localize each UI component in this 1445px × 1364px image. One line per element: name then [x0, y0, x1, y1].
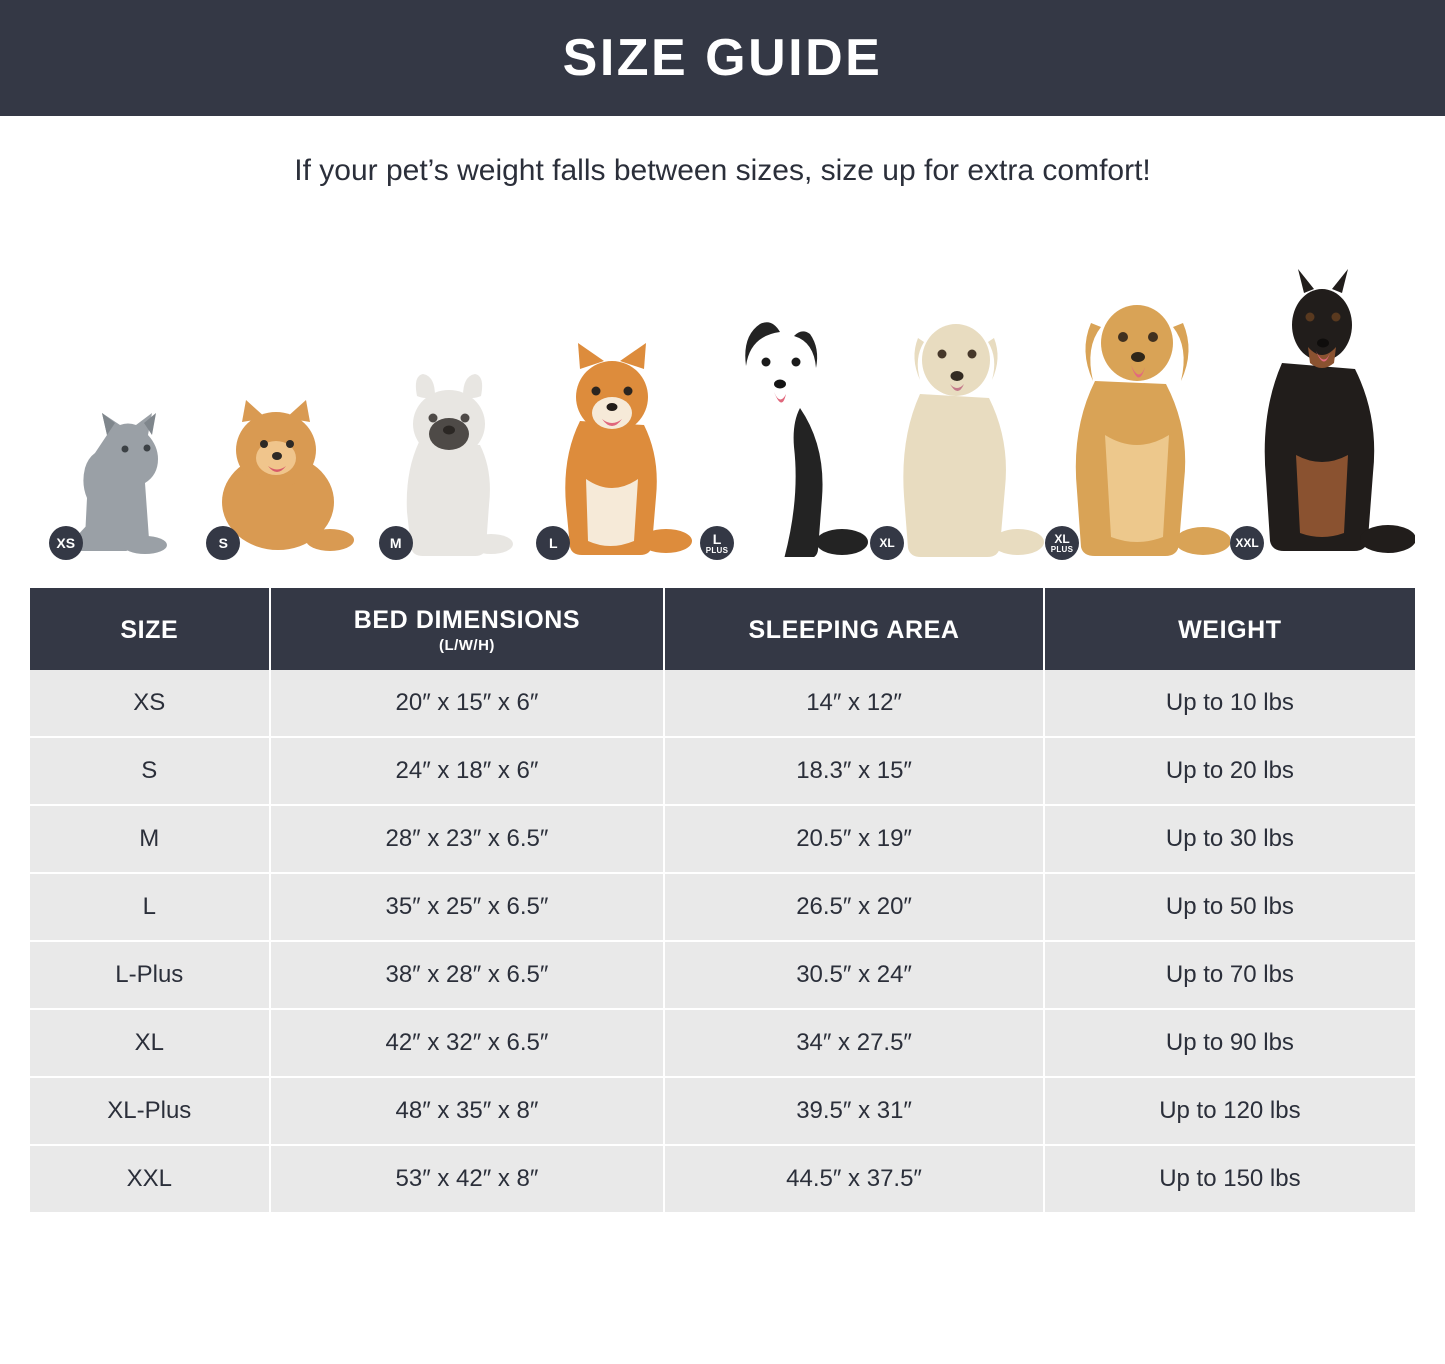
cell-sleeping-area: 14″ x 12″ — [664, 670, 1043, 737]
size-badge-label: L — [548, 535, 558, 551]
cell-size: L-Plus — [30, 941, 270, 1009]
size-badge-label: S — [218, 535, 228, 551]
size-badge-label: L — [712, 530, 722, 547]
pet-item-xxl — [1230, 267, 1415, 562]
cell-weight: Up to 70 lbs — [1044, 941, 1415, 1009]
table-row — [30, 1145, 1415, 1212]
table-header — [30, 588, 1415, 670]
shiba-inu-icon — [536, 339, 696, 557]
size-table-section — [30, 588, 1415, 1212]
table-header-row — [30, 588, 1415, 670]
column-header-size: SIZE — [30, 588, 270, 670]
cell-dimensions: 53″ x 42″ x 8″ — [270, 1145, 665, 1212]
cell-weight: Up to 30 lbs — [1044, 805, 1415, 873]
pet-item-xl — [870, 302, 1045, 562]
cell-weight: Up to 120 lbs — [1044, 1077, 1415, 1145]
pet-item-m — [365, 372, 533, 562]
cell-weight: Up to 90 lbs — [1044, 1009, 1415, 1077]
column-header-bed-dimensions — [270, 588, 665, 670]
golden-retriever-icon — [1045, 285, 1230, 557]
doberman-pinscher-icon — [1230, 267, 1415, 557]
pet-figure-xl-plus — [1045, 285, 1230, 562]
pet-figure-m — [379, 372, 519, 562]
size-badge-plus-label: PLUS — [1050, 544, 1074, 554]
subtitle-section — [0, 116, 1445, 226]
table-row — [30, 805, 1415, 873]
pet-figure-s — [206, 392, 356, 562]
cell-weight: Up to 50 lbs — [1044, 873, 1415, 941]
labrador-retriever-icon — [870, 302, 1045, 557]
size-badge-xl — [870, 526, 904, 560]
table-body — [30, 670, 1415, 1212]
cell-weight: Up to 20 lbs — [1044, 737, 1415, 805]
cell-sleeping-area: 20.5″ x 19″ — [664, 805, 1043, 873]
size-badge-s — [206, 526, 240, 560]
size-badge-xs — [49, 526, 83, 560]
cell-sleeping-area: 34″ x 27.5″ — [664, 1009, 1043, 1077]
cell-dimensions: 28″ x 23″ x 6.5″ — [270, 805, 665, 873]
cell-dimensions: 24″ x 18″ x 6″ — [270, 737, 665, 805]
page-title: SIZE GUIDE — [562, 29, 883, 87]
size-badge-m — [379, 526, 413, 560]
pet-item-l-plus — [700, 312, 870, 562]
size-badge-xxl — [1230, 526, 1264, 560]
size-badge-label: XL — [879, 536, 895, 550]
subtitle-text: If your pet’s weight falls between sizes, size up for extra comfort! — [294, 154, 1151, 187]
pet-item-s — [198, 392, 366, 562]
size-badge-label: M — [389, 535, 402, 551]
column-header-bed-dimensions-main: BED DIMENSIONS — [353, 606, 581, 634]
cell-size: XS — [30, 670, 270, 737]
column-header-sleeping-area: SLEEPING AREA — [664, 588, 1043, 670]
border-collie-icon — [700, 312, 870, 557]
pet-figure-xl — [870, 302, 1045, 562]
cell-sleeping-area: 44.5″ x 37.5″ — [664, 1145, 1043, 1212]
pet-size-comparison-row — [30, 232, 1415, 562]
cell-dimensions: 20″ x 15″ x 6″ — [270, 670, 665, 737]
size-badge-plus-label: PLUS — [705, 545, 729, 555]
table-row — [30, 1077, 1415, 1145]
cell-dimensions: 48″ x 35″ x 8″ — [270, 1077, 665, 1145]
cell-size: XL — [30, 1009, 270, 1077]
cell-weight: Up to 10 lbs — [1044, 670, 1415, 737]
table-row — [30, 941, 1415, 1009]
size-badge-l-plus — [700, 526, 734, 560]
table-row — [30, 1009, 1415, 1077]
cell-size: XL-Plus — [30, 1077, 270, 1145]
header-bar — [0, 0, 1445, 116]
pet-figure-l-plus — [700, 312, 870, 562]
size-badge-xl-plus — [1045, 526, 1079, 560]
cell-dimensions: 38″ x 28″ x 6.5″ — [270, 941, 665, 1009]
pet-item-l — [533, 339, 701, 562]
table-row — [30, 737, 1415, 805]
pet-item-xs — [30, 407, 198, 562]
size-badge-l — [536, 526, 570, 560]
cell-size: M — [30, 805, 270, 873]
size-badge-label: XL — [1054, 531, 1070, 546]
column-header-weight: WEIGHT — [1044, 588, 1415, 670]
size-badge-label: XXL — [1235, 536, 1259, 550]
cell-size: L — [30, 873, 270, 941]
pet-item-xl-plus — [1045, 285, 1230, 562]
cell-dimensions: 42″ x 32″ x 6.5″ — [270, 1009, 665, 1077]
cell-sleeping-area: 26.5″ x 20″ — [664, 873, 1043, 941]
size-badge-label: XS — [56, 535, 76, 551]
pet-figure-xxl — [1230, 267, 1415, 562]
cell-size: XXL — [30, 1145, 270, 1212]
column-header-bed-dimensions-sub: (L/W/H) — [438, 637, 495, 654]
size-table — [30, 588, 1415, 1212]
table-row — [30, 873, 1415, 941]
cell-dimensions: 35″ x 25″ x 6.5″ — [270, 873, 665, 941]
cell-size: S — [30, 737, 270, 805]
pet-figure-xs — [49, 407, 179, 562]
cell-sleeping-area: 39.5″ x 31″ — [664, 1077, 1043, 1145]
pet-figure-l — [536, 339, 696, 562]
cell-sleeping-area: 30.5″ x 24″ — [664, 941, 1043, 1009]
cell-weight: Up to 150 lbs — [1044, 1145, 1415, 1212]
cell-sleeping-area: 18.3″ x 15″ — [664, 737, 1043, 805]
table-row — [30, 670, 1415, 737]
